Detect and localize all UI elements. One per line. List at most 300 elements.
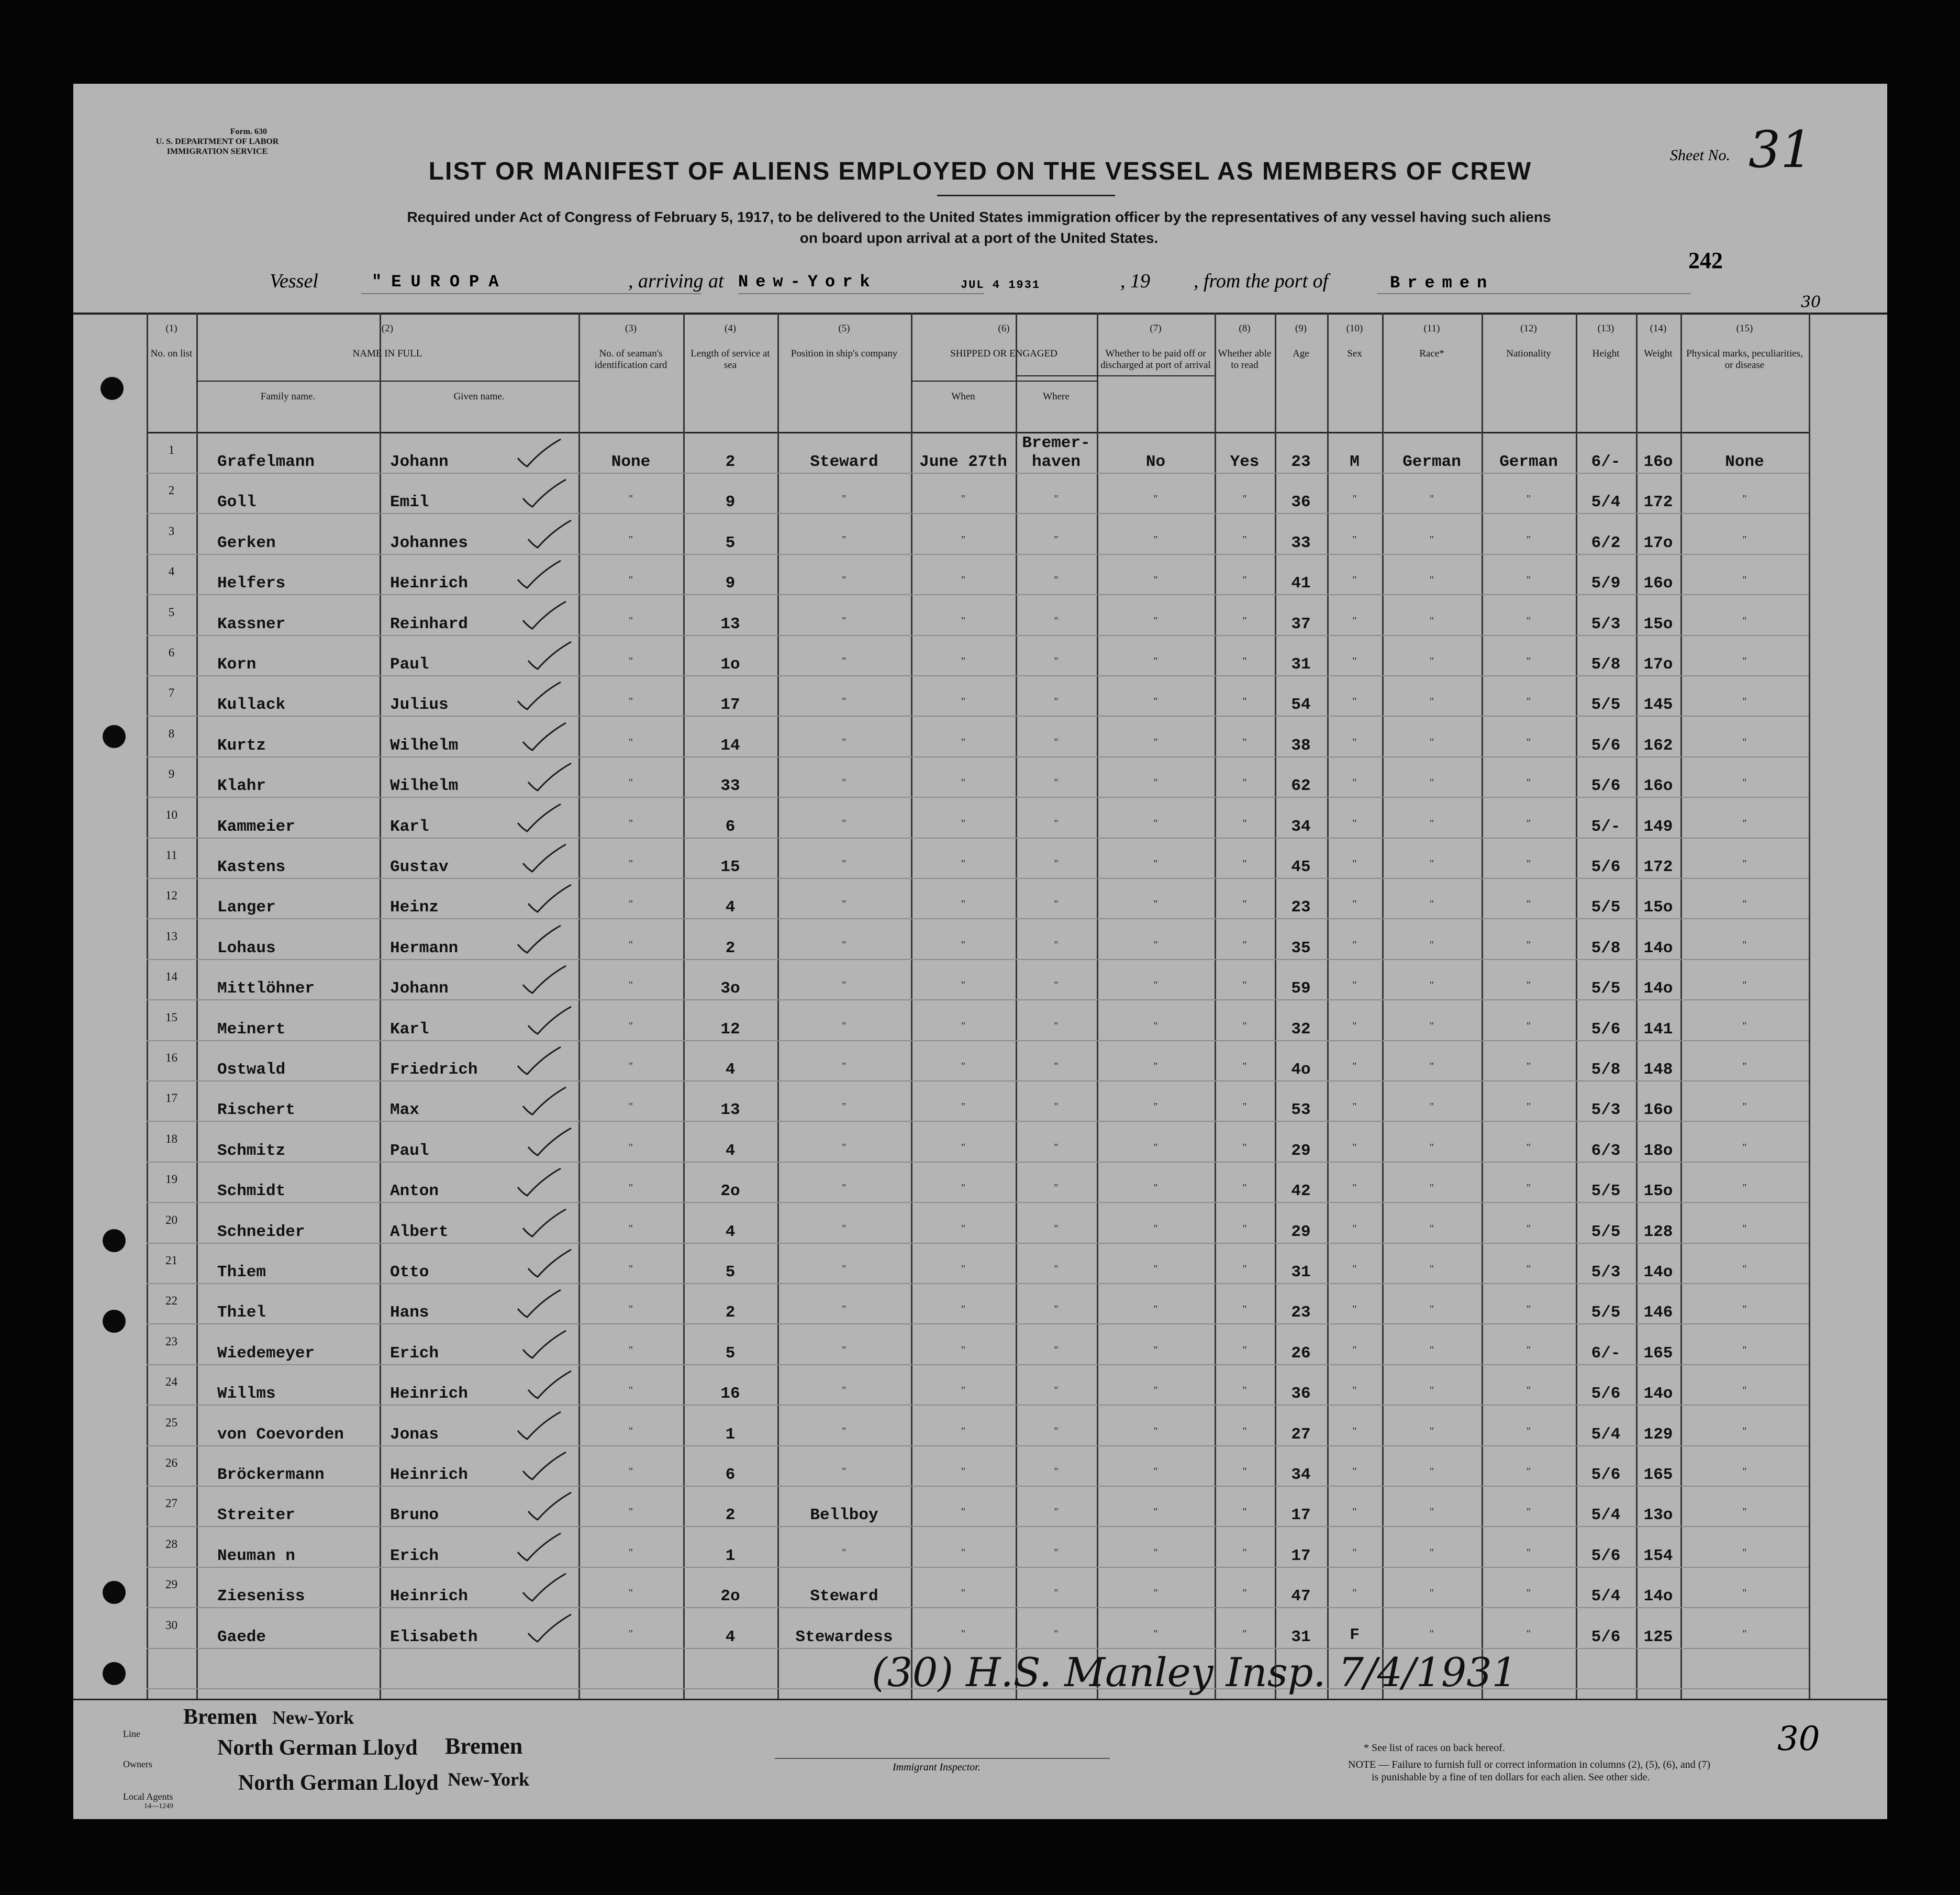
height: 6/- [1591,1344,1621,1363]
column-number: (14) [1650,323,1667,334]
sex-ditto: " [1352,1101,1357,1112]
shipped-where-ditto: " [1054,939,1059,951]
given-name: Paul [390,1142,429,1160]
given-name: Emil [390,493,429,511]
service-length: 1o [720,655,740,674]
row-number: 24 [165,1375,177,1388]
physical-marks-ditto: " [1742,1020,1747,1032]
family-name-header: Family name. [260,391,316,402]
races-note: * See list of races on back hereof. [1364,1742,1505,1754]
weight: 15o [1643,1182,1673,1200]
race-ditto: " [1429,574,1434,586]
sex-ditto: " [1352,696,1357,707]
row-ruling [147,1404,1809,1406]
age: 31 [1291,655,1311,674]
family-name: Korn [217,655,257,674]
height: 5/6 [1591,1466,1621,1484]
race-ditto: " [1429,1587,1434,1599]
position-ditto: " [842,1223,847,1234]
row-number: 30 [165,1619,177,1632]
position: Stewardess [795,1628,893,1646]
able-to-read-ditto: " [1242,696,1247,707]
check-mark-icon [516,1166,563,1198]
row-number: 19 [165,1173,177,1186]
family-name: Goll [217,493,257,511]
shipped-where-ditto: " [1054,1547,1059,1558]
age: 23 [1291,898,1311,917]
weight: 17o [1643,655,1673,674]
row-ruling [147,918,1809,919]
subtitle-line-2: on board upon arrival at a port of the United States. [799,230,1159,246]
position-ditto: " [842,1466,847,1477]
age: 32 [1291,1020,1311,1039]
row-ruling [147,1445,1809,1446]
column-divider [1016,313,1017,1699]
family-name: Helfers [217,574,286,593]
check-mark-icon [516,559,563,590]
weight: 16o [1643,453,1673,471]
row-number: 12 [165,889,177,902]
row-ruling [147,1364,1809,1365]
race-ditto: " [1429,615,1434,627]
family-name: Ostwald [217,1061,286,1079]
physical-marks-ditto: " [1742,818,1747,829]
shipped-when-ditto: " [961,1385,966,1396]
paid-off-ditto: " [1153,493,1158,505]
paid-off-ditto: " [1153,1182,1158,1194]
check-mark-icon [526,1612,573,1644]
family-name: Kurtz [217,737,266,755]
height: 5/- [1591,818,1621,836]
nationality-ditto: " [1526,1628,1531,1640]
note-line-2: is punishable by a fine of ten dollars for each alien. See other side. [1372,1771,1650,1783]
paid-off-ditto: " [1153,1425,1158,1437]
race-ditto: " [1429,1547,1434,1558]
check-mark-icon [521,1085,568,1117]
punch-hole [103,1229,126,1252]
column-divider [1636,313,1638,1699]
subtitle-line-1: Required under Act of Congress of February 5, 1917, to be delivered to the United States immigration officer by the representatives of any vessel having such aliens [407,209,1551,225]
line-label: Line [123,1729,140,1739]
shipped-when-ditto: " [961,818,966,829]
row-number: 23 [165,1335,177,1348]
table-bottom-rule [73,1699,1887,1700]
race-ditto: " [1429,858,1434,870]
shipped-when-ditto: " [961,898,966,910]
from-label: , from the port of [1194,270,1329,292]
crew-table [73,84,1887,1819]
row-number: 20 [165,1213,177,1227]
paid-off-ditto: " [1153,1101,1158,1112]
physical-marks-ditto: " [1742,1587,1747,1599]
service-length: 6 [725,1466,736,1484]
id-card-ditto: " [628,574,633,586]
race: German [1402,453,1461,471]
race-ditto: " [1429,1101,1434,1112]
column-number: (4) [724,323,737,334]
column-number: (6) [998,323,1010,334]
id-card-ditto: " [628,1101,633,1112]
row-ruling [147,756,1809,757]
physical-marks-ditto: " [1742,574,1747,586]
position-ditto: " [842,1142,847,1153]
paid-off-ditto: " [1153,655,1158,667]
height: 5/5 [1591,1223,1621,1241]
physical-marks-ditto: " [1742,615,1747,627]
position: Steward [810,1587,878,1606]
column-divider [1482,313,1483,1699]
race-ditto: " [1429,1223,1434,1234]
sex-ditto: " [1352,1303,1357,1315]
age: 26 [1291,1344,1311,1363]
column-divider [1382,313,1384,1699]
given-name: Heinrich [390,1385,468,1403]
given-name: Johann [390,453,449,471]
row-ruling [147,1202,1809,1203]
nationality-ditto: " [1526,1547,1531,1558]
shipped-where-ditto: " [1054,1303,1059,1315]
check-mark-icon [521,842,568,874]
position-ditto: " [842,534,847,545]
service-length: 9 [725,493,736,511]
owners-label: Owners [123,1759,152,1769]
family-name: Neuman n [217,1547,295,1565]
age: 34 [1291,818,1311,836]
shipped-when-ditto: " [961,858,966,870]
age: 37 [1291,615,1311,633]
nationality-ditto: " [1526,737,1531,748]
id-card-ditto: " [628,655,633,667]
sex-ditto: " [1352,858,1357,870]
position-ditto: " [842,858,847,870]
able-to-read-ditto: " [1242,898,1247,910]
paid-off-ditto: " [1153,615,1158,627]
height: 5/4 [1591,493,1621,511]
age: 35 [1291,939,1311,957]
position-ditto: " [842,818,847,829]
able-to-read-ditto: " [1242,574,1247,586]
shipped-where-ditto: " [1054,1142,1059,1153]
row-number: 18 [165,1132,177,1145]
race-ditto: " [1429,737,1434,748]
check-mark-icon [516,923,563,955]
service-length: 2 [725,453,736,471]
age: 53 [1291,1101,1311,1119]
service-length: 12 [720,1020,740,1039]
column-divider [1215,313,1216,1699]
age: 59 [1291,979,1311,998]
sex: F [1350,1626,1360,1644]
service-length: 5 [725,1344,736,1363]
weight: 154 [1643,1547,1673,1565]
sex-ditto: " [1352,939,1357,951]
race-ditto: " [1429,1425,1434,1437]
punch-hole [103,1310,126,1333]
column-header: Height [1592,348,1620,359]
position-ditto: " [842,696,847,707]
race-ditto: " [1429,1303,1434,1315]
weight: 172 [1643,858,1673,876]
physical-marks-ditto: " [1742,1303,1747,1315]
stamp-number: 242 [1688,248,1723,273]
weight: 141 [1643,1020,1673,1039]
service-length: 5 [725,1263,736,1281]
column-divider [911,313,912,1699]
weight: 16o [1643,777,1673,795]
total-count: 30 [1777,1720,1820,1758]
check-mark-icon [521,1571,568,1603]
sex-ditto: " [1352,737,1357,748]
shipped-when-ditto: " [961,696,966,707]
sex-ditto: " [1352,898,1357,910]
physical-marks-ditto: " [1742,1223,1747,1234]
sex: M [1350,453,1360,471]
family-name: Langer [217,898,276,917]
shipped-when-ditto: " [961,1587,966,1599]
shipped-when-ditto: " [961,615,966,627]
shipped-when-ditto: " [961,1101,966,1112]
age: 23 [1291,453,1311,471]
able-to-read-ditto: " [1242,1506,1247,1518]
family-name: Gaede [217,1628,266,1646]
shipped-when-ditto: " [961,1263,966,1275]
height: 5/3 [1591,1101,1621,1119]
row-ruling [147,959,1809,960]
shipped-when-ditto: " [961,574,966,586]
given-name: Bruno [390,1506,439,1524]
where-header: Where [1043,391,1070,402]
able-to-read-ditto: " [1242,858,1247,870]
sex-ditto: " [1352,574,1357,586]
row-number: 28 [165,1537,177,1551]
name-subheader-divider [380,381,381,432]
able-to-read-ditto: " [1242,1020,1247,1032]
arrival-date-stamp: JUL 4 1931 [961,278,1041,292]
sex-ditto: " [1352,979,1357,991]
able-to-read-ditto: " [1242,1587,1247,1599]
shipped-when-ditto: " [961,939,966,951]
from-port: Bremen [1390,273,1495,293]
able-to-read-ditto: " [1242,979,1247,991]
sex-ditto: " [1352,1385,1357,1396]
race-ditto: " [1429,1020,1434,1032]
able-to-read: Yes [1230,453,1260,471]
weight: 16o [1643,574,1673,593]
sex-ditto: " [1352,655,1357,667]
service-length: 5 [725,534,736,552]
family-name: Mittlöhner [217,979,315,998]
column-header: NAME IN FULL [352,348,422,359]
able-to-read-ditto: " [1242,1344,1247,1356]
service-length: 4 [725,1628,736,1646]
weight: 129 [1643,1425,1673,1444]
given-name: Friedrich [390,1061,478,1079]
row-number: 1 [168,443,175,456]
physical-marks-ditto: " [1742,898,1747,910]
paid-off-ditto: " [1153,1466,1158,1477]
race-ditto: " [1429,534,1434,545]
line-value [183,1704,354,1730]
age: 31 [1291,1628,1311,1646]
check-mark-icon [516,1288,563,1319]
height: 5/8 [1591,655,1621,674]
arriving-label: , arriving at [628,270,724,292]
paid-off-ditto: " [1153,1587,1158,1599]
column-header: Whether to be paid off or discharged at port of arrival [1100,348,1211,371]
paid-off-ditto: " [1153,1223,1158,1234]
height: 6/- [1591,453,1621,471]
column-header: Weight [1644,348,1673,359]
shipped-when-ditto: " [961,1303,966,1315]
race-ditto: " [1429,818,1434,829]
family-name: Kullack [217,696,286,714]
column-divider [380,313,381,1699]
nationality-ditto: " [1526,574,1531,586]
column-number: (2) [381,323,394,334]
able-to-read-ditto: " [1242,818,1247,829]
sheet-number: 31 [1749,120,1813,179]
age: 23 [1291,1303,1311,1322]
family-name: Willms [217,1385,276,1403]
position: Steward [810,453,878,471]
row-number: 5 [168,606,175,619]
row-number: 21 [165,1254,177,1267]
shipped-where-ditto: " [1054,1506,1059,1518]
physical-marks-ditto: " [1742,1506,1747,1518]
sex-ditto: " [1352,1425,1357,1437]
position-ditto: " [842,898,847,910]
row-ruling [147,1323,1809,1324]
position-ditto: " [842,737,847,748]
height: 5/8 [1591,1061,1621,1079]
able-to-read-ditto: " [1242,1263,1247,1275]
nationality-ditto: " [1526,1587,1531,1599]
given-name: Wilhelm [390,777,459,795]
position-ditto: " [842,574,847,586]
height: 5/3 [1591,615,1621,633]
shipped-when-ditto: " [961,655,966,667]
service-length: 1 [725,1425,736,1444]
column-header: Position in ship's company [790,348,898,359]
weight: 125 [1643,1628,1673,1646]
department-name: U. S. DEPARTMENT OF LABOR [155,137,279,146]
shipped-when-ditto: " [961,1142,966,1153]
able-to-read-ditto: " [1242,1303,1247,1315]
physical-marks-ditto: " [1742,1182,1747,1194]
row-ruling [147,513,1809,514]
physical-marks-ditto: " [1742,1466,1747,1477]
shipped-where-ditto: " [1054,1344,1059,1356]
age: 27 [1291,1425,1311,1444]
position-ditto: " [842,493,847,505]
row-ruling [147,1283,1809,1284]
row-number: 4 [168,565,175,578]
shipped-when-ditto: " [961,737,966,748]
nationality-ditto: " [1526,1344,1531,1356]
nationality-ditto: " [1526,818,1531,829]
arriving-port: New-York [738,272,877,292]
shipped-when-ditto: " [961,1628,966,1640]
shipped-when-ditto: " [961,777,966,788]
height: 5/6 [1591,1628,1621,1646]
able-to-read-ditto: " [1242,1061,1247,1072]
height: 5/4 [1591,1587,1621,1606]
height: 6/2 [1591,534,1621,552]
shipped-rule [911,381,1097,382]
column-number: (1) [165,323,177,334]
physical-marks-ditto: " [1742,777,1747,788]
physical-marks: None [1725,453,1764,471]
shipped-when-ditto: " [961,1425,966,1437]
nationality-ditto: " [1526,777,1531,788]
paid-off-ditto: " [1153,939,1158,951]
able-to-read-ditto: " [1242,534,1247,545]
race-ditto: " [1429,979,1434,991]
service-name: IMMIGRATION SERVICE [166,147,268,156]
physical-marks-ditto: " [1742,1385,1747,1396]
height: 5/6 [1591,737,1621,755]
physical-marks-ditto: " [1742,1263,1747,1275]
row-ruling [147,1040,1809,1041]
family-name: Thiem [217,1263,266,1281]
id-card-ditto: " [628,1547,633,1558]
check-mark-icon [526,518,573,550]
weight: 128 [1643,1223,1673,1241]
shipped-where-ditto: " [1054,898,1059,910]
position-ditto: " [842,1101,847,1112]
given-name: Hans [390,1303,429,1322]
shipped-where-ditto: " [1054,534,1059,545]
check-mark-icon [521,477,568,509]
form-number: Form. 630 [230,127,267,136]
name-subheader-rule [196,381,578,382]
physical-marks-ditto: " [1742,858,1747,870]
given-name: Elisabeth [390,1628,478,1646]
able-to-read-ditto: " [1242,1466,1247,1477]
column-number: (3) [625,323,637,334]
family-name: von Coevorden [217,1425,344,1444]
column-divider [196,313,198,1699]
paid-off-ditto: " [1153,818,1158,829]
row-ruling [147,1567,1809,1568]
given-name: Johann [390,979,449,998]
nationality: German [1499,453,1558,471]
shipped-where-ditto: " [1054,818,1059,829]
physical-marks-ditto: " [1742,655,1747,667]
service-length: 2 [725,1506,736,1524]
service-length: 15 [720,858,740,876]
id-card-ditto: " [628,1425,633,1437]
nationality-ditto: " [1526,1020,1531,1032]
family-name: Thiel [217,1303,266,1322]
height: 5/4 [1591,1506,1621,1524]
column-divider [1275,313,1276,1699]
service-length: 3o [720,979,740,998]
check-mark-icon [526,1126,573,1157]
service-length: 13 [720,1101,740,1119]
id-card-ditto: " [628,615,633,627]
row-ruling [147,999,1809,1000]
position-ditto: " [842,777,847,788]
shipped-when-ditto: " [961,979,966,991]
age: 36 [1291,493,1311,511]
nationality-ditto: " [1526,939,1531,951]
sex-ditto: " [1352,1142,1357,1153]
given-name: Otto [390,1263,429,1281]
row-number: 17 [165,1091,177,1105]
row-number: 9 [168,767,175,781]
age: 45 [1291,858,1311,876]
